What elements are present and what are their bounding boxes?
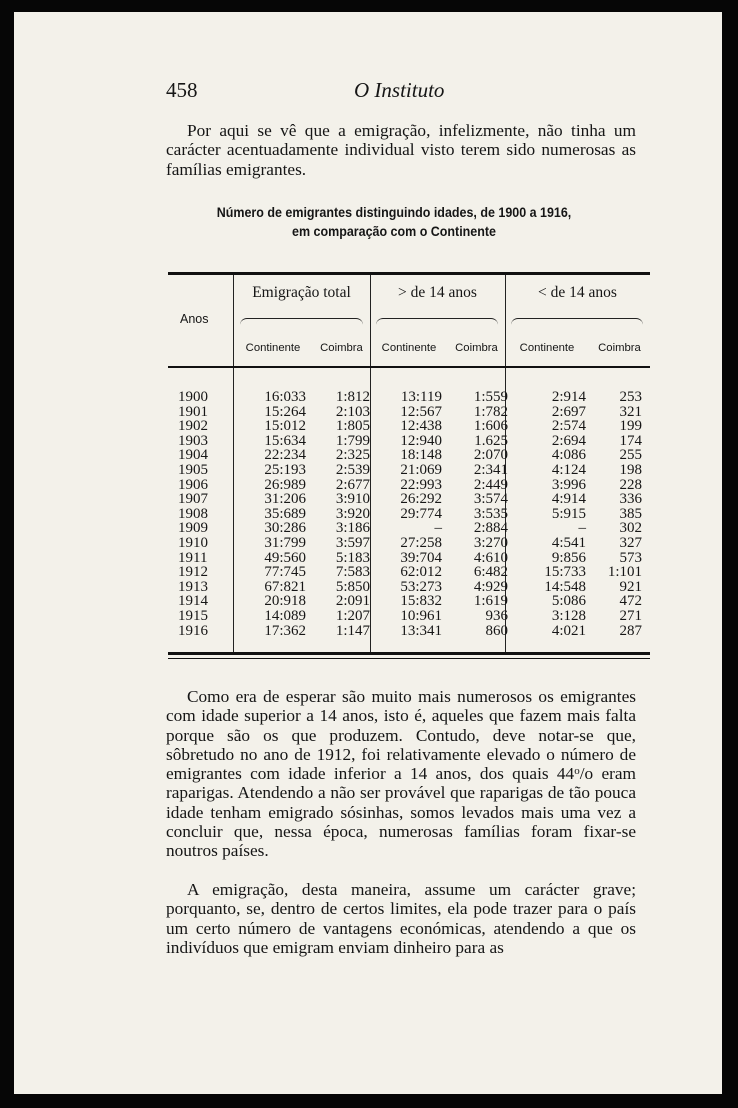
cell: 31:206	[264, 491, 306, 508]
cell: 4:021	[551, 622, 586, 639]
table-row	[168, 536, 650, 551]
book-page	[14, 12, 722, 1094]
group-brace	[240, 318, 363, 325]
cell: –	[578, 520, 586, 537]
cell: 3:186	[335, 520, 370, 537]
cell: 1:812	[335, 389, 370, 405]
cell: 2:574	[551, 418, 586, 435]
cell: 3:574	[473, 491, 508, 508]
year-cell: 1909	[178, 520, 208, 537]
years-header: Anos	[180, 312, 209, 326]
year-cell: 1916	[178, 622, 208, 639]
cell: 2:884	[473, 520, 508, 537]
cell: 5:915	[551, 505, 586, 522]
cell: 27:258	[400, 534, 442, 551]
cell: 31:799	[264, 534, 306, 551]
cell: 3:920	[335, 505, 370, 522]
sub-header-coimbra: Coimbra	[598, 342, 641, 354]
cell: 174	[619, 432, 642, 449]
year-cell: 1913	[178, 578, 208, 595]
body-paragraph-3: A emigração, desta maneira, assume um carácter grave; porquanto, se, dentro de certos limites, ela pode trazer para o país um certo número de vantagens económicas, atendendo a que os indivíduos que emigram enviam dinheiro para as	[166, 880, 636, 957]
cell: 62:012	[400, 564, 442, 581]
year-cell: 1902	[178, 418, 208, 435]
paragraph-text: Como era de esperar são muito mais numerosos os emigrantes com idade superior a 14 anos, isto é, aqueles que fazem mais falta porque são os que produzem. Contudo, deve notar-se que, sôbretudo no ano de 1912, foi relativamente elevado o número de emigrantes com idade inferior a 14 anos, dos quais 44	[166, 687, 636, 784]
cell: 21:069	[400, 461, 442, 478]
cell: 228	[619, 476, 642, 493]
cell: 2:091	[335, 593, 370, 610]
table-title	[192, 204, 597, 242]
table-row	[168, 580, 650, 595]
paragraph-text: /o eram raparigas. Atendendo a não ser provável que raparigas de tão pouca idade tenham emigrado sósinhas, somos levados mais uma vez a concluir que, nessa época, numerosas famílias foram fixar-se noutros países.	[166, 764, 636, 861]
cell: 3:128	[551, 607, 586, 624]
cell: 3:597	[335, 534, 370, 551]
cell: 1:101	[607, 564, 642, 581]
cell: 4:124	[551, 461, 586, 478]
table-row	[168, 434, 650, 449]
cell: 3:996	[551, 476, 586, 493]
cell: 30:286	[264, 520, 306, 537]
cell: 198	[619, 461, 642, 478]
cell: 7:583	[335, 564, 370, 581]
year-cell: 1905	[178, 461, 208, 478]
table-row	[168, 594, 650, 609]
table-title-line-2: em comparação com o Continente	[292, 224, 496, 240]
cell: 336	[619, 491, 642, 508]
sub-header-continente: Continente	[381, 342, 437, 354]
cell: 860	[485, 622, 508, 639]
cell: 1:799	[335, 432, 370, 449]
cell: 4:610	[473, 549, 508, 566]
cell: 3:270	[473, 534, 508, 551]
table-row	[168, 492, 650, 507]
cell: 3:910	[335, 491, 370, 508]
cell: 29:774	[400, 505, 442, 522]
cell: 1:619	[473, 593, 508, 610]
cell: 385	[619, 505, 642, 522]
cell: 12:567	[400, 403, 442, 420]
percent-superscript: o	[574, 765, 580, 778]
cell: 6:482	[473, 564, 508, 581]
year-cell: 1908	[178, 505, 208, 522]
cell: 17:362	[264, 622, 306, 639]
cell: 14:089	[264, 607, 306, 624]
year-cell: 1903	[178, 432, 208, 449]
year-cell: 1904	[178, 447, 208, 464]
sub-header-continente: Continente	[245, 342, 301, 354]
table-row	[168, 448, 650, 463]
sub-header-continente: Continente	[519, 342, 575, 354]
table-row	[168, 419, 650, 434]
cell: 327	[619, 534, 642, 551]
table-row	[168, 405, 650, 420]
cell: 14:548	[544, 578, 586, 595]
cell: 2:341	[473, 461, 508, 478]
cell: 15:832	[400, 593, 442, 610]
sub-header-coimbra: Coimbra	[455, 342, 498, 354]
year-cell: 1900	[178, 389, 208, 405]
table-row	[168, 551, 650, 566]
year-cell: 1906	[178, 476, 208, 493]
cell: –	[434, 520, 442, 537]
year-cell: 1911	[178, 549, 208, 566]
cell: 22:234	[264, 447, 306, 464]
table-row	[168, 478, 650, 493]
cell: 12:438	[400, 418, 442, 435]
cell: 271	[619, 607, 642, 624]
intro-paragraph: Por aqui se vê que a emigração, infelizmente, não tinha um carácter acentuadamente individual visto terem sido numerosas as famílias emigrantes.	[166, 121, 636, 179]
cell: 15:733	[544, 564, 586, 581]
cell: 67:821	[264, 578, 306, 595]
cell: 20:918	[264, 593, 306, 610]
cell: 10:961	[400, 607, 442, 624]
cell: 573	[619, 549, 642, 566]
cell: 1:805	[335, 418, 370, 435]
group-header-under-14: < de 14 anos	[538, 284, 617, 301]
cell: 4:929	[473, 578, 508, 595]
cell: 3:535	[473, 505, 508, 522]
table-bottom-rule	[168, 652, 650, 655]
table-row	[168, 624, 650, 639]
cell: 921	[619, 578, 642, 595]
group-brace	[511, 318, 643, 325]
cell: 35:689	[264, 505, 306, 522]
cell: 13:119	[400, 389, 442, 405]
cell: 13:341	[400, 622, 442, 639]
group-header-over-14: > de 14 anos	[398, 284, 477, 301]
cell: 2:697	[551, 403, 586, 420]
cell: 1.625	[474, 432, 508, 449]
cell: 2:325	[335, 447, 370, 464]
cell: 53:273	[400, 578, 442, 595]
cell: 1:606	[473, 418, 508, 435]
cell: 2:677	[335, 476, 370, 493]
group-header-total: Emigração total	[252, 284, 351, 301]
cell: 5:850	[335, 578, 370, 595]
cell: 2:539	[335, 461, 370, 478]
cell: 2:694	[551, 432, 586, 449]
table-top-rule	[168, 272, 650, 275]
cell: 255	[619, 447, 642, 464]
cell: 4:086	[551, 447, 586, 464]
year-cell: 1912	[178, 564, 208, 581]
cell: 1:147	[335, 622, 370, 639]
table-body	[168, 390, 650, 638]
cell: 15:634	[264, 432, 306, 449]
table-row	[168, 507, 650, 522]
body-paragraph-2	[166, 687, 636, 861]
cell: 2:103	[335, 403, 370, 420]
cell: 472	[619, 593, 642, 610]
table-row	[168, 609, 650, 624]
cell: 4:914	[551, 491, 586, 508]
cell: 5:086	[551, 593, 586, 610]
table-row	[168, 521, 650, 536]
table-bottom-rule-thin	[168, 658, 650, 659]
year-cell: 1910	[178, 534, 208, 551]
cell: 2:070	[473, 447, 508, 464]
cell: 321	[619, 403, 642, 420]
cell: 199	[619, 418, 642, 435]
cell: 1:782	[473, 403, 508, 420]
cell: 39:704	[400, 549, 442, 566]
cell: 26:989	[264, 476, 306, 493]
year-cell: 1914	[178, 593, 208, 610]
cell: 1:559	[473, 389, 508, 405]
cell: 49:560	[264, 549, 306, 566]
table-row	[168, 463, 650, 478]
cell: 77:745	[264, 564, 306, 581]
cell: 302	[619, 520, 642, 537]
sub-header-coimbra: Coimbra	[320, 342, 363, 354]
cell: 1:207	[335, 607, 370, 624]
cell: 25:193	[264, 461, 306, 478]
header-bottom-rule	[168, 366, 650, 368]
cell: 2:449	[473, 476, 508, 493]
cell: 253	[619, 389, 642, 405]
cell: 16:033	[264, 389, 306, 405]
cell: 5:183	[335, 549, 370, 566]
table-row	[168, 565, 650, 580]
cell: 936	[485, 607, 508, 624]
year-cell: 1915	[178, 607, 208, 624]
cell: 15:012	[264, 418, 306, 435]
cell: 12:940	[400, 432, 442, 449]
cell: 9:856	[551, 549, 586, 566]
year-cell: 1907	[178, 491, 208, 508]
year-cell: 1901	[178, 403, 208, 420]
page-number: 458	[166, 78, 198, 102]
cell: 22:993	[400, 476, 442, 493]
running-title: O Instituto	[354, 78, 445, 102]
cell: 287	[619, 622, 642, 639]
page-header	[166, 78, 538, 112]
table-title-line-1: Número de emigrantes distinguindo idades, de 1900 a 1916,	[216, 205, 572, 221]
cell: 18:148	[400, 447, 442, 464]
cell: 15:264	[264, 403, 306, 420]
group-brace	[376, 318, 498, 325]
table-row	[168, 390, 650, 405]
cell: 2:914	[551, 389, 586, 405]
cell: 4:541	[551, 534, 586, 551]
cell: 26:292	[400, 491, 442, 508]
